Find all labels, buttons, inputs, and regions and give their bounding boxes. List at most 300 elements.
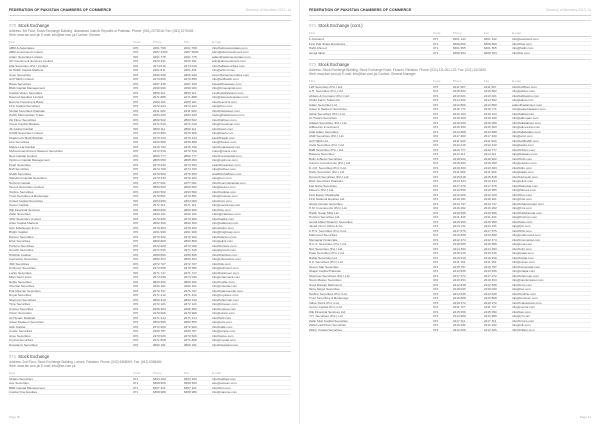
cell-fax: 2411 727 [483, 305, 497, 310]
cell-phone: 2800 522 [152, 117, 166, 122]
cell-email: info@jsgcl.com [212, 126, 234, 131]
column-header-fax: Fax [483, 78, 489, 83]
org-code: 070 [9, 23, 17, 28]
cell-code: 072 [433, 323, 439, 328]
cell-phone: 2272 727 [152, 261, 166, 266]
cell-code: 072 [433, 174, 439, 179]
cell-firm: United Capital Securities [9, 198, 43, 203]
cell-phone: 2215 700 [152, 144, 166, 149]
cell-phone: 2410 494 [452, 278, 466, 283]
cell-phone: 2415 757 [452, 264, 466, 269]
cell-phone: 2800 111 [152, 90, 166, 95]
cell-email: adam@adamsec.com [512, 102, 543, 107]
cell-email: info@azee.com [212, 333, 234, 338]
cell-email: info@vector.com [512, 305, 536, 309]
cell-email: ahis@ahinvestment.com [212, 59, 246, 63]
running-head-title: FEDERATION OF PAKISTAN CHAMBERS OF COMMERCE [309, 8, 412, 12]
cell-firm: Time Securities [9, 302, 31, 306]
cell-phone: 2415 050 [452, 309, 466, 314]
table-row [9, 343, 291, 348]
cell-fax: 2418 200 [483, 116, 497, 121]
cell-phone: 2419 919 [452, 255, 466, 260]
cell-fax: 2412 474 [483, 237, 497, 242]
cell-firm: Pearl Securities [9, 162, 31, 167]
cell-email: info@brr.com [212, 385, 231, 390]
cell-phone: 2414 111 [452, 152, 466, 157]
cell-fax: 2271 717 [183, 270, 197, 275]
cell-email: info@adeelnadeem.com [512, 107, 546, 111]
page-number: Page 61 [579, 415, 591, 419]
cell-code: 070 [133, 50, 139, 55]
right-page [300, 0, 600, 424]
cell-fax: 2410 232 [483, 323, 497, 328]
cell-phone: 2416 771 [452, 107, 466, 112]
cell-fax: 2419 696 [483, 210, 497, 215]
cell-phone: 2274 010 [152, 63, 166, 68]
cell-email: info@zillion.com [512, 327, 535, 332]
org-code: 071 [9, 354, 17, 360]
cell-firm: Bawa Securities [9, 81, 32, 86]
cell-email: info@fnel.com [512, 197, 532, 201]
cell-code: 070 [133, 212, 139, 217]
cell-firm: Zafar Moti Capital Securities [309, 318, 348, 323]
cell-code: 072 [433, 98, 439, 103]
cell-email: info@atlascap.com [212, 221, 239, 225]
cell-phone: 2220 331 [152, 59, 166, 64]
cell-email: info@sevenstar.com [512, 264, 541, 269]
cell-phone: 2416 262 [452, 206, 466, 211]
cell-email: info@vision.com [212, 311, 235, 315]
cell-phone: 2203 500 [152, 189, 166, 194]
cell-email: info@igifinex.com [212, 117, 237, 122]
cell-phone: 2419 303 [452, 165, 466, 170]
cell-firm: Akik Capital [9, 324, 26, 329]
cell-email: info@iis.com [512, 50, 530, 54]
cell-email: info@dattu.com [512, 170, 534, 174]
cell-firm: Amer Securities [9, 72, 31, 77]
cell-firm: Live Securities [9, 140, 30, 144]
cell-email: info@msmaniar.com [512, 237, 541, 242]
cell-firm: Dawood Equities Limited [9, 95, 44, 99]
cell-code: 072 [433, 116, 439, 121]
cell-email: info@khs.com [512, 228, 532, 233]
cell-phone: 2271 515 [152, 248, 166, 253]
column-header-code: Code [133, 370, 141, 375]
cell-email: info@yh.com [512, 314, 531, 318]
column-header-code: Code [433, 78, 441, 83]
cell-code: 070 [133, 171, 139, 176]
cell-email: info@abbasico.com [512, 93, 540, 98]
cell-phone: 2800 111 [152, 126, 166, 131]
cell-code: 072 [433, 143, 439, 148]
cell-phone: 6368 800 [452, 41, 466, 46]
cell-code: 072 [433, 296, 439, 301]
cell-firm: Sherman Securities [9, 297, 36, 302]
cell-phone: 2270 909 [152, 311, 166, 316]
cell-phone: 6301 142 [452, 37, 466, 41]
cell-code: 070 [133, 207, 139, 212]
cell-email: info@akik.com [212, 324, 233, 329]
cell-fax: 2271 010 [183, 122, 197, 127]
cell-fax: 2211 900 [183, 108, 197, 113]
cell-phone: 2206 161 [152, 284, 166, 289]
cell-fax: 2412 626 [483, 327, 497, 332]
cell-phone: 2412 474 [452, 237, 466, 242]
cell-firm: ABM Investment Limited [9, 50, 43, 54]
running-head-title: FEDERATION OF PAKISTAN CHAMBERS OF COMMERCE [9, 8, 112, 12]
cell-firm: Topline Securities [9, 189, 34, 194]
cell-fax: 2418 181 [483, 197, 497, 202]
cell-firm: Trust Securities & Brokerage [309, 296, 349, 300]
cell-phone: 2270 244 [152, 135, 166, 140]
cell-email: info@tss.com [512, 287, 531, 291]
cell-phone: 2263 220 [152, 113, 166, 118]
cell-code: 072 [433, 125, 439, 130]
cell-email: info@zmcs.com [512, 318, 535, 323]
org-address-line: Address: Stock Exchange Building, Stock Exchange Road, Karachi, Pakistan. Phone: (021) 111-001-122; Fax: (021) 2410825 [309, 68, 486, 72]
cell-email: info@habibsugar.com [512, 210, 542, 215]
cell-phone: 2800 600 [152, 185, 166, 190]
cell-firm: Mahmood Securities [309, 233, 338, 237]
cell-phone: 2800 300 [152, 221, 166, 226]
cell-fax: 2418 585 [483, 242, 497, 247]
cell-fax: 2271 212 [183, 293, 197, 298]
running-head-subtitle: Directory of Members 2013–14 [545, 8, 591, 12]
cell-phone: 2272 929 [152, 324, 166, 329]
cell-code: 071 [433, 46, 439, 50]
cell-fax: 2800 343 [183, 297, 197, 302]
cell-email: info@durvesh.com [512, 174, 538, 179]
cell-code: 070 [133, 275, 139, 280]
cell-phone: 2413 131 [452, 224, 466, 229]
cell-email: info@ahcml.com [212, 68, 236, 72]
column-header-email: E-mail [212, 370, 221, 375]
column-header-phone: Phone [152, 39, 162, 44]
cell-fax: 6368 800 [483, 41, 497, 46]
cell-fax: 2415 959 [483, 219, 497, 224]
cell-email: info@asda.com [512, 143, 534, 147]
cell-fax: 2201 775 [183, 54, 197, 59]
org-address-line: Address: 3rd Floor, Stock Exchange Building, Islamabad, Islamic Republic of Pakistan. Phone: (051) 2275018; Fax: (051) 2275045 [9, 29, 194, 33]
cell-fax: 2419 050 [483, 120, 497, 125]
cell-code: 071 [133, 390, 139, 395]
cell-firm: Growth Securities [9, 248, 34, 252]
cell-email: info@amz.com [512, 134, 533, 138]
cell-fax: 2413 021 [483, 93, 497, 98]
cell-firm: Msmaniar Financials [309, 237, 338, 242]
cell-firm: 128 Securities (Pvt.) Ltd. [309, 84, 343, 89]
cell-code: 070 [133, 185, 139, 190]
cell-code: 070 [133, 252, 139, 257]
cell-code: 072 [433, 264, 439, 269]
cell-code: 072 [433, 228, 439, 233]
cell-code: 072 [433, 246, 439, 251]
cell-firm: Invest Capital Markets [9, 122, 40, 126]
cell-fax: 2206 606 [183, 252, 197, 257]
cell-code: 072 [433, 215, 439, 220]
cell-fax: 2270 850 [183, 77, 197, 82]
cell-code: 070 [133, 284, 139, 289]
cell-fax: 2206 940 [183, 72, 197, 77]
cell-fax: 2414 502 [483, 98, 497, 103]
cell-email: info@fcsc.com [212, 104, 233, 108]
cell-phone: 2272 020 [152, 243, 166, 248]
cell-fax: 2270 707 [183, 288, 197, 293]
cell-firm: Khadim Ali Shah Bukhari [9, 135, 44, 140]
cell-code: 072 [433, 278, 439, 283]
cell-fax: 2270 244 [183, 135, 197, 140]
cell-phone: 2417 575 [452, 228, 466, 233]
cell-email: info@livesec.com [212, 140, 237, 144]
cell-email: info@fpsr.com [512, 41, 532, 45]
cell-email: info@iass.com [512, 219, 533, 224]
cell-code: 072 [433, 156, 439, 161]
cell-phone: 2201 775 [152, 54, 166, 59]
cell-phone: 2412 626 [452, 327, 466, 332]
cell-code: 070 [133, 243, 139, 248]
cell-phone: 2274 700 [152, 167, 166, 172]
cell-fax: 2290 000 [183, 86, 197, 91]
cell-code: 070 [133, 216, 139, 221]
cell-phone: 2415 300 [452, 125, 466, 130]
cell-email: info@rafisec.com [212, 167, 236, 171]
cell-email: info@nua.com [512, 242, 533, 246]
cell-email: info@topline.com [212, 189, 236, 194]
cell-phone: 2417 400 [452, 134, 466, 139]
cell-email: info@akhai.com [512, 111, 535, 116]
cell-phone: 2260 101 [152, 99, 166, 104]
cell-firm: Elixir Securities [9, 239, 31, 243]
cell-code: 070 [133, 189, 139, 194]
cell-phone: 2272 121 [152, 302, 166, 307]
cell-code: 070 [133, 234, 139, 239]
cell-firm: Abbasi & Company (Pvt.) Ltd. [309, 93, 350, 98]
cell-email: info@kasb.com [212, 131, 234, 135]
cell-code: 072 [433, 314, 439, 319]
cell-code: 070 [133, 117, 139, 122]
cell-email: info@interactive.com [212, 257, 241, 261]
cell-email: info@noble.com [212, 279, 235, 284]
cell-fax: 2260 101 [183, 99, 197, 104]
cell-firm: Vector Capital (Pvt.) Ltd. [309, 305, 343, 309]
cell-phone: 6368 989 [152, 390, 166, 395]
cell-code: 072 [433, 300, 439, 305]
cell-firm: Adam Securities Limited [9, 54, 43, 59]
cell-fax: 2800 404 [183, 257, 197, 262]
cell-email: info@scs.com [212, 176, 232, 180]
cell-fax: 2417 676 [483, 183, 497, 188]
cell-code: 070 [133, 324, 139, 329]
cell-fax: 6368 989 [183, 390, 197, 395]
cell-firm: N.U.A. Securities (Pvt.) Ltd. [309, 242, 347, 246]
cell-firm: Horizon Securities Ltd. [309, 215, 341, 219]
cell-email: zafar@zafarsec.com [212, 212, 241, 216]
cell-email: info@128sec.com [512, 84, 537, 89]
cell-code: 070 [133, 167, 139, 172]
cell-firm: AKD Securities Limited [9, 216, 41, 221]
cell-code: 072 [433, 138, 439, 143]
cell-code: 072 [433, 84, 439, 89]
cell-email: info@sherman.com [212, 297, 239, 302]
cell-firm: Escorts Investment Bank [9, 99, 44, 104]
cell-phone: 2414 502 [452, 98, 466, 103]
cell-email: info@bbsec.com [512, 147, 536, 152]
cell-email: info@optimus.com [212, 158, 238, 162]
cell-email: info@miannazir.com [212, 275, 241, 279]
cell-code: 070 [133, 77, 139, 82]
cell-email: info@stockmaster.com [512, 278, 544, 282]
cell-firm: Adeel Nadeem Securities [9, 320, 44, 324]
cell-firm: BMA Capital Management [9, 86, 45, 90]
cell-firm: First National Equities Ltd. [309, 197, 346, 201]
cell-code: 070 [133, 176, 139, 181]
cell-code: 072 [433, 111, 439, 116]
cell-email: info@alfasecurities.com [212, 63, 245, 68]
cell-code: 072 [433, 327, 439, 332]
cell-phone: 2412 210 [452, 143, 466, 148]
cell-email: ace@acesec.com [212, 381, 237, 385]
cell-firm: Hafiz Ahmed [309, 46, 327, 50]
cell-firm: Rafi Securities [9, 167, 29, 171]
cell-email: info@akdsl.com [212, 216, 235, 221]
cell-phone: 2415 602 [452, 89, 466, 94]
cell-phone: 2270 707 [152, 288, 166, 293]
cell-code: 070 [133, 149, 139, 154]
cell-fax: 2200 101 [183, 212, 197, 217]
cell-code: 070 [133, 248, 139, 253]
cell-email: info@fortune.com [212, 243, 237, 248]
cell-fax: 2206 161 [183, 284, 197, 289]
cell-fax: 2271 111 [183, 203, 197, 208]
cell-code: 072 [433, 120, 439, 125]
cell-email: info@patel.com [512, 251, 534, 255]
cell-firm: Crystal Securities [9, 338, 34, 342]
cell-phone: 2277 001 [152, 180, 166, 185]
cell-phone: 2417 272 [452, 273, 466, 278]
cell-firm: Unique Securities [9, 306, 34, 311]
cell-firm: B&B Securities (Pvt.) Ltd. [309, 147, 344, 152]
cell-phone: 2204 060 [152, 198, 166, 203]
cell-firm: Altaf Adam Securities [309, 129, 339, 134]
cell-firm: Fortune Securities [9, 243, 35, 248]
cell-fax: 2416 060 [483, 161, 497, 166]
cell-phone: 2206 787 [152, 329, 166, 334]
cell-phone: 2417 111 [452, 318, 466, 323]
cell-fax: 2417 111 [483, 318, 497, 323]
cell-fax: 2800 111 [183, 126, 197, 131]
cell-fax: 2413 989 [483, 314, 497, 319]
cell-firm: Dattu Securities (Pvt.) Ltd. [309, 170, 346, 174]
cell-email: info@fem.com [512, 192, 533, 197]
cell-email: info@elixir.com [512, 179, 534, 183]
cell-fax: 2203 500 [183, 189, 197, 194]
cell-code: 070 [133, 59, 139, 64]
cell-email: info@almeezan.com [512, 125, 541, 129]
cell-email: info@nini.com [512, 246, 532, 251]
cell-email: trade@habibmetro.com [212, 113, 245, 117]
cell-firm: Ample Securities [9, 329, 33, 333]
cell-email: info@escorts.com [212, 99, 237, 104]
cell-phone: 2270 202 [152, 234, 166, 239]
cell-fax: 2410 494 [483, 278, 497, 283]
cell-fax: 2414 393 [483, 246, 497, 251]
cell-email: info@alhoqani.com [512, 116, 539, 120]
cell-firm: Durvesh Securities (Pvt.) Ltd. [309, 174, 350, 179]
cell-phone: 2413 636 [452, 269, 466, 274]
column-header-fax: Fax [483, 31, 489, 35]
cell-code: 070 [133, 126, 139, 131]
cell-firm: Al-Habib Capital Markets [9, 68, 44, 72]
cell-firm: A.H. Securities (Pvt.) Ltd. [309, 89, 344, 93]
cell-fax: 2272 020 [183, 243, 197, 248]
cell-fax: 2415 602 [483, 89, 497, 94]
cell-fax: 2417 400 [483, 134, 497, 139]
cell-firm: Stock Master Securities [309, 278, 342, 282]
cell-fax: 2272 121 [183, 302, 197, 307]
cell-email: info@darson.com [212, 234, 237, 239]
cell-firm: Topline Securities (Pvt.) Ltd. [309, 291, 348, 296]
cell-email: info@luckysec.com [212, 270, 239, 275]
cell-email: info@ucs.com [212, 198, 232, 203]
cell-phone: 2800 565 [152, 320, 166, 325]
cell-email: info@aksa.com [512, 98, 534, 102]
org-name: Stock Exchange [318, 62, 350, 67]
cell-firm: Vision Securities [9, 311, 32, 315]
org-address-line: Web: www.lse.com.pk E-mail: info@lse.com.pk [9, 364, 76, 369]
cell-email: adam@adamsecurities.com [212, 54, 251, 59]
cell-firm: Oriental Securities [9, 284, 35, 288]
cell-fax: 6304 100 [183, 376, 197, 381]
cell-phone: 6307 321 [152, 385, 166, 390]
table-row [309, 328, 591, 333]
org-address-line: Web: www.kse.com.pk E-mail: info@kse.com.pk Contact: General Manager [309, 72, 416, 77]
cell-code: 072 [433, 260, 439, 265]
cell-code: 070 [133, 342, 139, 347]
cell-code: 072 [433, 107, 439, 112]
cell-email: info@we.com [212, 207, 231, 212]
cell-email: info@capone.com [212, 390, 237, 394]
cell-code: 070 [133, 203, 139, 208]
cell-firm: Abbasi Securities [9, 376, 33, 381]
cell-code: 072 [433, 233, 439, 238]
cell-code: 072 [433, 237, 439, 242]
cell-firm: Asda Securities (Pvt.) Ltd. [309, 143, 345, 147]
cell-code: 070 [133, 338, 139, 343]
cell-email: info@timesec.com [212, 302, 238, 306]
cell-phone: 2410 232 [452, 323, 466, 328]
cell-code: 071 [133, 381, 139, 386]
cell-firm: WE Financial Services [9, 207, 40, 212]
cell-phone: 2418 181 [452, 197, 466, 202]
cell-fax: 2800 111 [183, 90, 197, 95]
cell-firm: Alfalah Securities (Pvt.) Ltd. [309, 120, 348, 125]
cell-phone: 2271 828 [152, 338, 166, 343]
cell-email: info@ans.com [212, 320, 232, 324]
cell-firm: Taurus Securities Limited [9, 185, 44, 189]
cell-email: info@oriental.com [212, 284, 237, 288]
cell-email: info@dosslani.com [212, 342, 239, 347]
cell-email: kasb@kasb.com [212, 135, 235, 140]
cell-email: info@szsec.com [512, 260, 535, 264]
cell-fax: 2800 300 [183, 221, 197, 226]
cell-email: info@bmacapital.com [212, 86, 242, 90]
cell-phone: 2276 900 [152, 131, 166, 136]
cell-phone: 2273 030 [152, 275, 166, 280]
cell-code: 072 [433, 147, 439, 152]
cell-code: 070 [133, 113, 139, 118]
cell-fax: 2273 030 [183, 275, 197, 280]
cell-email: bawa@bawasec.com [212, 81, 242, 86]
